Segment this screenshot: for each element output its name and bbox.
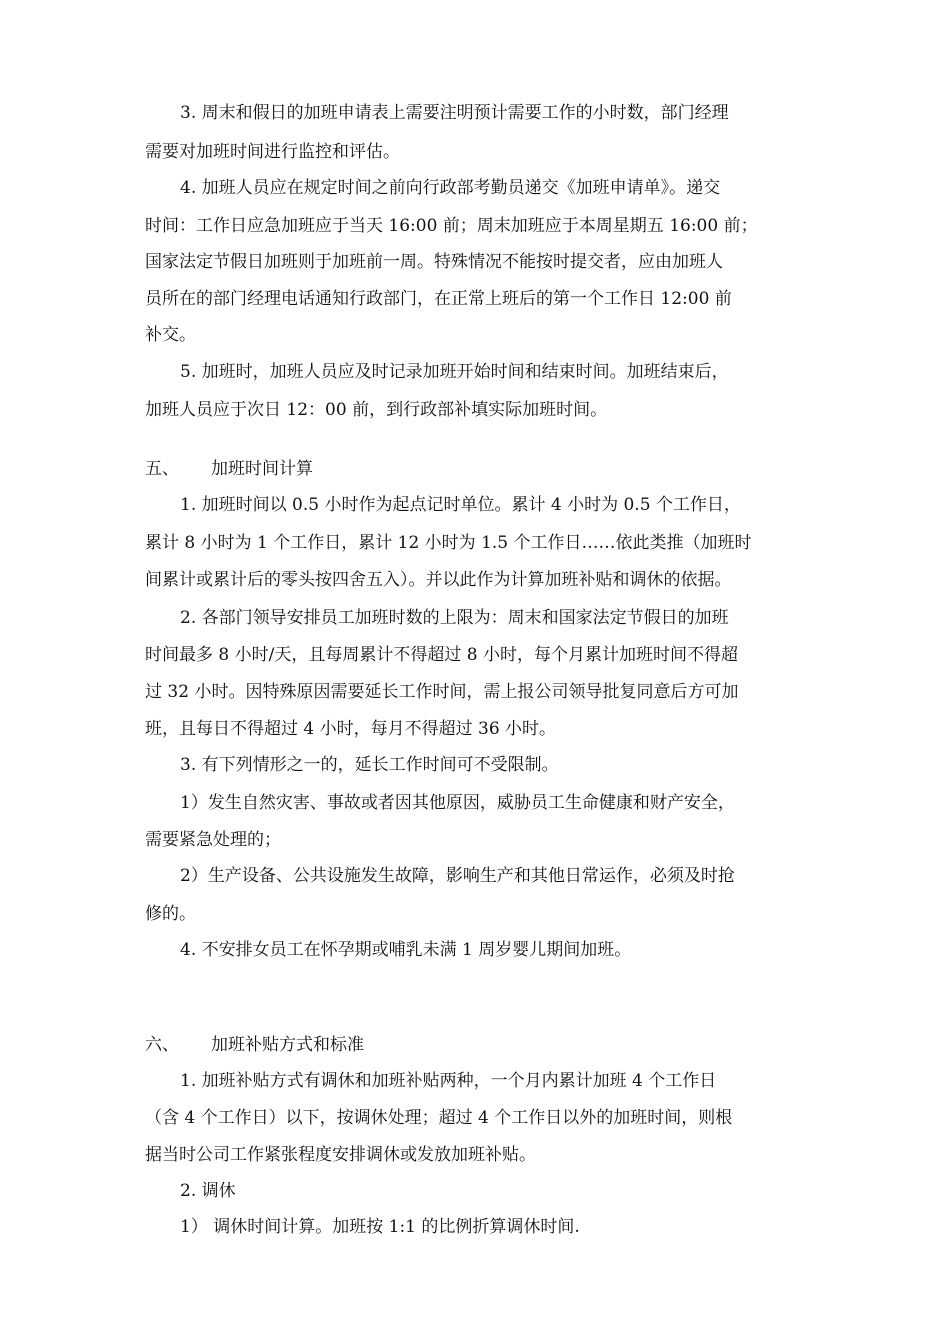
s5-item-1-line-3: 间累计或累计后的零头按四舍五入）。并以此作为计算加班补贴和调休的依据。: [145, 570, 732, 590]
section-6-title: 加班补贴方式和标准: [211, 1035, 364, 1055]
s5-item-2-line-2: 时间最多 8 小时/天，且每周累计不得超过 8 小时，每个月累计加班时间不得超: [145, 645, 738, 665]
s5-item-1-line-1: 1. 加班时间以 0.5 小时作为起点记时单位。累计 4 小时为 0.5 个工作日，: [180, 495, 741, 515]
s6-item-2-line-1: 2. 调休: [180, 1181, 236, 1201]
section-5-heading: [0, 456, 950, 482]
s6-item-1-line-2: （含 4 个工作日）以下，按调休处理；超过 4 个工作日以外的加班时间，则根: [145, 1108, 733, 1128]
s5-sub-1-line-1: 1）发生自然灾害、事故或者因其他原因，威胁员工生命健康和财产安全，: [180, 793, 735, 813]
section-5-title: 加班时间计算: [211, 459, 313, 479]
section-6-number: 六、: [145, 1035, 179, 1055]
item-4-line-1: 4. 加班人员应在规定时间之前向行政部考勤员递交《加班申请单》。递交: [180, 178, 721, 198]
item-4-line-3: 国家法定节假日加班则于加班前一周。特殊情况不能按时提交者，应由加班人: [145, 252, 723, 272]
s6-item-1-line-3: 据当时公司工作紧张程度安排调休或发放加班补贴。: [145, 1145, 536, 1165]
s5-sub-1-line-2: 需要紧急处理的；: [145, 830, 281, 850]
section-5-number: 五、: [145, 459, 179, 479]
s5-item-3-line-1: 3. 有下列情形之一的，延长工作时间可不受限制。: [180, 755, 559, 775]
s5-item-2-line-4: 班，且每日不得超过 4 小时，每月不得超过 36 小时。: [145, 719, 557, 739]
s5-sub-2-line-1: 2）生产设备、公共设施发生故障，影响生产和其他日常运作，必须及时抢: [180, 866, 735, 886]
item-4-line-4: 员所在的部门经理电话通知行政部门，在正常上班后的第一个工作日 12:00 前: [145, 289, 732, 309]
item-5-line-1: 5. 加班时，加班人员应及时记录加班开始时间和结束时间。加班结束后，: [180, 362, 729, 382]
item-3-line-1: 3. 周末和假日的加班申请表上需要注明预计需要工作的小时数，部门经理: [180, 103, 729, 123]
item-3-line-2: 需要对加班时间进行监控和评估。: [145, 142, 400, 162]
s5-item-2-line-3: 过 32 小时。因特殊原因需要延长工作时间，需上报公司领导批复同意后方可加: [145, 682, 739, 702]
s5-item-2-line-1: 2. 各部门领导安排员工加班时数的上限为：周末和国家法定节假日的加班: [180, 608, 729, 628]
item-4-line-5: 补交。: [145, 325, 196, 345]
s5-sub-2-line-2: 修的。: [145, 904, 196, 924]
section-6-heading: [0, 1032, 950, 1058]
item-4-line-2: 时间：工作日应急加班应于当天 16:00 前；周末加班应于本周星期五 16:00 前；: [145, 216, 758, 236]
s5-item-4-line-1: 4. 不安排女员工在怀孕期或哺乳未满 1 周岁婴儿期间加班。: [180, 940, 632, 960]
s6-item-1-line-1: 1. 加班补贴方式有调休和加班补贴两种，一个月内累计加班 4 个工作日: [180, 1071, 717, 1091]
s5-item-1-line-2: 累计 8 小时为 1 个工作日，累计 12 小时为 1.5 个工作日……依此类推（加班时: [145, 533, 752, 553]
s6-sub-1-line-1: 1） 调休时间计算。加班按 1:1 的比例折算调休时间.: [180, 1217, 580, 1237]
item-5-line-2: 加班人员应于次日 12：00 前，到行政部补填实际加班时间。: [145, 400, 608, 420]
